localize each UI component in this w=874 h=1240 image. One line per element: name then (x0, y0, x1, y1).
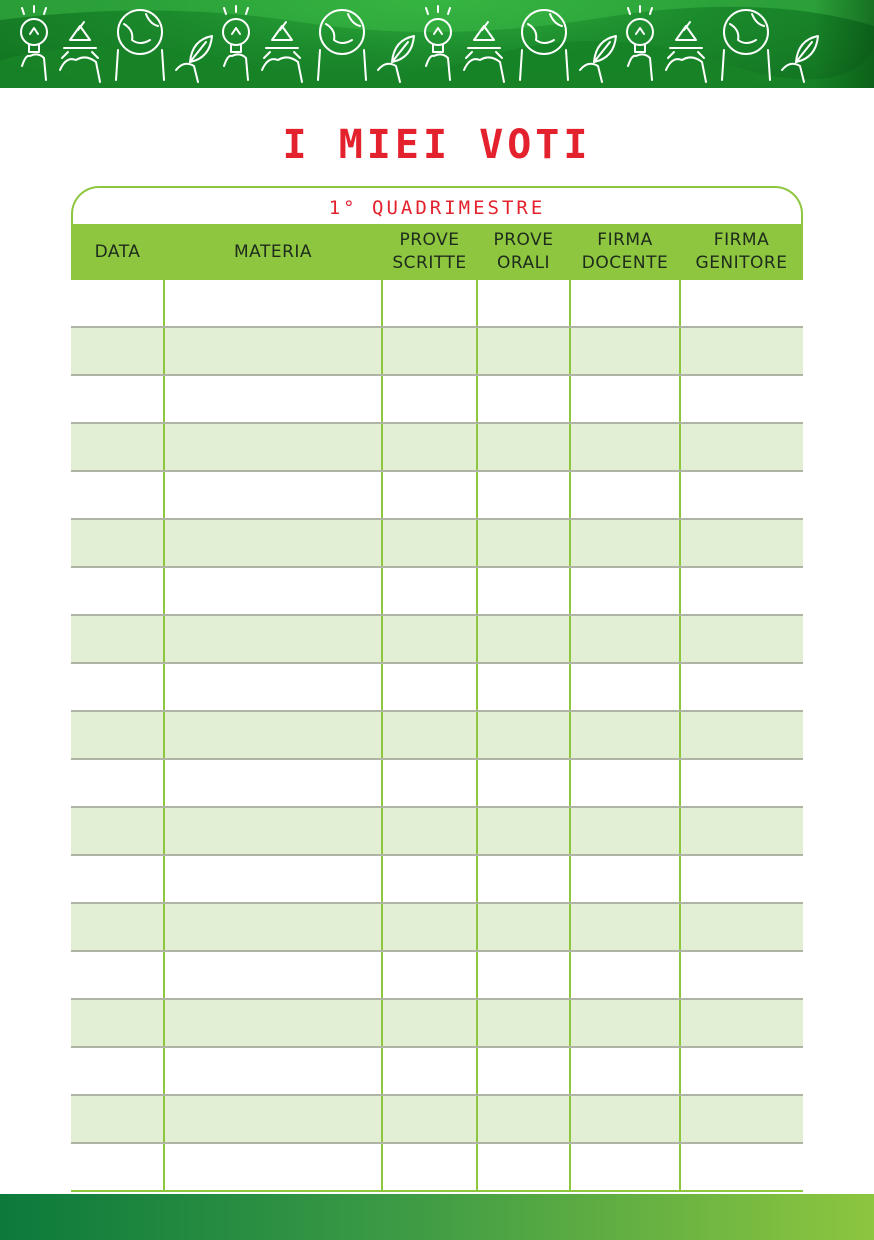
table-cell-data[interactable] (71, 1143, 164, 1191)
table-cell-prove-scritte[interactable] (382, 1047, 477, 1095)
grades-table-container (71, 186, 803, 1192)
table-cell-data[interactable] (71, 615, 164, 663)
table-cell-prove-scritte[interactable] (382, 903, 477, 951)
table-cell-data[interactable] (71, 1095, 164, 1143)
table-cell-firma-genitore[interactable] (680, 951, 803, 999)
period-label: 1° QUADRIMESTRE (71, 186, 803, 224)
table-cell-data[interactable] (71, 423, 164, 471)
table-cell-firma-docente[interactable] (570, 423, 680, 471)
table-cell-data[interactable] (71, 999, 164, 1047)
table-row (71, 855, 803, 903)
table-row (71, 1143, 803, 1191)
table-row (71, 423, 803, 471)
table-cell-firma-docente[interactable] (570, 1143, 680, 1191)
table-cell-prove-orali[interactable] (477, 423, 570, 471)
table-cell-prove-orali[interactable] (477, 519, 570, 567)
table-cell-firma-genitore[interactable] (680, 999, 803, 1047)
table-row (71, 807, 803, 855)
table-cell-prove-scritte[interactable] (382, 711, 477, 759)
table-cell-firma-docente[interactable] (570, 807, 680, 855)
table-cell-firma-genitore[interactable] (680, 423, 803, 471)
table-cell-firma-docente[interactable] (570, 1047, 680, 1095)
table-row (71, 280, 803, 327)
table-cell-prove-scritte[interactable] (382, 423, 477, 471)
table-cell-data[interactable] (71, 471, 164, 519)
table-cell-materia[interactable] (164, 903, 382, 951)
table-cell-materia[interactable] (164, 951, 382, 999)
table-cell-prove-scritte[interactable] (382, 855, 477, 903)
table-cell-firma-docente[interactable] (570, 903, 680, 951)
table-cell-prove-orali[interactable] (477, 999, 570, 1047)
table-cell-data[interactable] (71, 375, 164, 423)
table-row (71, 663, 803, 711)
table-cell-firma-genitore[interactable] (680, 903, 803, 951)
table-cell-materia[interactable] (164, 711, 382, 759)
table-row (71, 711, 803, 759)
table-cell-firma-genitore[interactable] (680, 471, 803, 519)
table-cell-materia[interactable] (164, 280, 382, 327)
table-cell-materia[interactable] (164, 663, 382, 711)
table-cell-firma-genitore[interactable] (680, 855, 803, 903)
table-cell-materia[interactable] (164, 327, 382, 375)
table-cell-data[interactable] (71, 711, 164, 759)
table-cell-prove-scritte[interactable] (382, 615, 477, 663)
table-cell-prove-orali[interactable] (477, 1143, 570, 1191)
table-cell-firma-docente[interactable] (570, 567, 680, 615)
table-row (71, 759, 803, 807)
table-cell-firma-genitore[interactable] (680, 711, 803, 759)
column-header-line: MATERIA (233, 241, 313, 262)
table-cell-materia[interactable] (164, 1095, 382, 1143)
grades-table (71, 224, 803, 1192)
table-cell-data[interactable] (71, 855, 164, 903)
table-cell-data[interactable] (71, 519, 164, 567)
table-body (71, 280, 803, 1191)
table-cell-prove-orali[interactable] (477, 471, 570, 519)
table-cell-materia[interactable] (164, 999, 382, 1047)
table-cell-materia[interactable] (164, 1047, 382, 1095)
footer-band (0, 1194, 874, 1240)
table-cell-prove-orali[interactable] (477, 951, 570, 999)
banner-edge-shade (814, 0, 874, 88)
table-cell-prove-orali[interactable] (477, 280, 570, 327)
table-row (71, 615, 803, 663)
table-cell-firma-genitore[interactable] (680, 1095, 803, 1143)
table-cell-materia[interactable] (164, 855, 382, 903)
table-row (71, 519, 803, 567)
table-cell-firma-genitore[interactable] (680, 1047, 803, 1095)
column-header-line: FIRMA (713, 230, 770, 250)
table-cell-prove-scritte[interactable] (382, 807, 477, 855)
table-cell-prove-orali[interactable] (477, 615, 570, 663)
table-cell-firma-genitore[interactable] (680, 280, 803, 327)
column-header-materia (164, 224, 382, 280)
table-row (71, 1047, 803, 1095)
table-cell-prove-orali[interactable] (477, 1047, 570, 1095)
table-cell-prove-scritte[interactable] (382, 280, 477, 327)
table-cell-firma-genitore[interactable] (680, 519, 803, 567)
table-cell-materia[interactable] (164, 375, 382, 423)
table-cell-prove-scritte[interactable] (382, 1143, 477, 1191)
table-row (71, 375, 803, 423)
table-cell-prove-scritte[interactable] (382, 471, 477, 519)
table-cell-firma-docente[interactable] (570, 951, 680, 999)
table-cell-prove-scritte[interactable] (382, 663, 477, 711)
column-header-firma-docente (570, 224, 680, 280)
table-cell-prove-orali[interactable] (477, 855, 570, 903)
column-header-line: FIRMA (597, 230, 653, 250)
banner-illustration (0, 0, 874, 88)
table-row (71, 471, 803, 519)
table-cell-prove-orali[interactable] (477, 807, 570, 855)
table-cell-prove-scritte[interactable] (382, 1095, 477, 1143)
table-cell-firma-genitore[interactable] (680, 1143, 803, 1191)
table-cell-firma-genitore[interactable] (680, 759, 803, 807)
table-cell-prove-orali[interactable] (477, 663, 570, 711)
table-cell-firma-genitore[interactable] (680, 375, 803, 423)
table-cell-materia[interactable] (164, 759, 382, 807)
table-cell-prove-orali[interactable] (477, 327, 570, 375)
table-cell-data[interactable] (71, 567, 164, 615)
table-row (71, 567, 803, 615)
table-cell-data[interactable] (71, 759, 164, 807)
table-cell-materia[interactable] (164, 471, 382, 519)
table-cell-prove-scritte[interactable] (382, 951, 477, 999)
table-cell-firma-docente[interactable] (570, 663, 680, 711)
column-header-line: PROVE (493, 230, 554, 250)
table-cell-materia[interactable] (164, 615, 382, 663)
table-cell-firma-genitore[interactable] (680, 615, 803, 663)
table-cell-prove-orali[interactable] (477, 1095, 570, 1143)
table-cell-firma-genitore[interactable] (680, 663, 803, 711)
column-header-prove-orali (477, 224, 570, 280)
table-row (71, 327, 803, 375)
table-cell-prove-orali[interactable] (477, 759, 570, 807)
column-header-line: DOCENTE (581, 253, 669, 273)
column-header-line: GENITORE (695, 253, 788, 273)
header-banner (0, 0, 874, 88)
table-cell-firma-docente[interactable] (570, 711, 680, 759)
table-cell-data[interactable] (71, 807, 164, 855)
table-cell-firma-docente[interactable] (570, 1095, 680, 1143)
table-cell-firma-docente[interactable] (570, 855, 680, 903)
table-cell-data[interactable] (71, 1047, 164, 1095)
table-header-row (71, 224, 803, 280)
table-row (71, 903, 803, 951)
table-cell-prove-scritte[interactable] (382, 327, 477, 375)
table-cell-firma-docente[interactable] (570, 999, 680, 1047)
table-cell-prove-orali[interactable] (477, 567, 570, 615)
table-cell-firma-docente[interactable] (570, 280, 680, 327)
table-cell-data[interactable] (71, 327, 164, 375)
table-cell-prove-scritte[interactable] (382, 999, 477, 1047)
table-cell-data[interactable] (71, 903, 164, 951)
table-cell-data[interactable] (71, 663, 164, 711)
table-cell-firma-genitore[interactable] (680, 807, 803, 855)
table-cell-firma-genitore[interactable] (680, 567, 803, 615)
column-header-data (71, 224, 164, 280)
table-cell-firma-docente[interactable] (570, 759, 680, 807)
column-header-line: PROVE (399, 230, 460, 250)
table-row (71, 999, 803, 1047)
table-cell-firma-docente[interactable] (570, 327, 680, 375)
table-cell-data[interactable] (71, 951, 164, 999)
table-cell-materia[interactable] (164, 1143, 382, 1191)
table-cell-firma-genitore[interactable] (680, 327, 803, 375)
column-header-line: SCRITTE (392, 253, 467, 273)
column-header-firma-genitore (680, 224, 803, 280)
table-row (71, 951, 803, 999)
column-header-prove-scritte (382, 224, 477, 280)
table-cell-prove-orali[interactable] (477, 711, 570, 759)
column-header-line: ORALI (496, 253, 551, 273)
table-cell-firma-docente[interactable] (570, 615, 680, 663)
table-cell-firma-docente[interactable] (570, 471, 680, 519)
table-cell-firma-docente[interactable] (570, 375, 680, 423)
table-row (71, 1095, 803, 1143)
table-cell-prove-orali[interactable] (477, 903, 570, 951)
table-cell-data[interactable] (71, 280, 164, 327)
table-cell-materia[interactable] (164, 423, 382, 471)
table-cell-materia[interactable] (164, 567, 382, 615)
table-cell-materia[interactable] (164, 519, 382, 567)
table-cell-prove-scritte[interactable] (382, 759, 477, 807)
column-header-line: DATA (94, 241, 141, 262)
page-title: I MIEI VOTI (282, 122, 592, 168)
table-cell-prove-scritte[interactable] (382, 375, 477, 423)
table-cell-prove-orali[interactable] (477, 375, 570, 423)
table-cell-prove-scritte[interactable] (382, 567, 477, 615)
table-cell-materia[interactable] (164, 807, 382, 855)
table-cell-firma-docente[interactable] (570, 519, 680, 567)
table-cell-prove-scritte[interactable] (382, 519, 477, 567)
